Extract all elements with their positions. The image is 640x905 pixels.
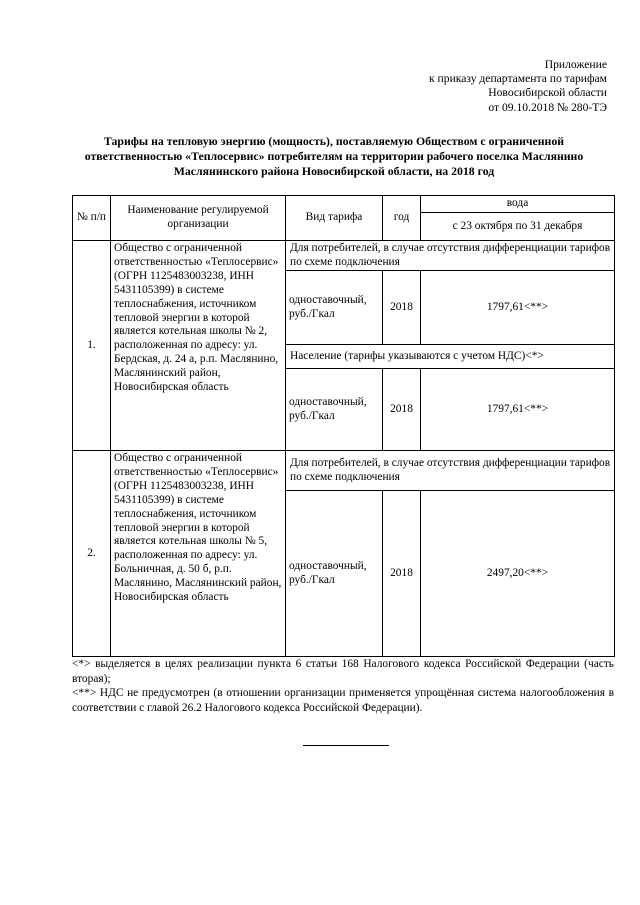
row-1-tariff-1: одноставочный, руб./Гкал: [286, 271, 383, 345]
footnotes: [72, 657, 614, 715]
header-water: вода: [421, 196, 615, 213]
row-1-year-1: 2018: [383, 271, 421, 345]
row-1-year-2: 2018: [383, 369, 421, 451]
row-2-num: 2.: [73, 451, 111, 657]
appendix-line-1: Приложение: [544, 58, 607, 71]
footnote-2: <**> НДС не предусмотрен (в отношении организации применяется упрощённая система налогообложения в соответствии с главой 26.2 Налогового кодекса Российской Федерации).: [72, 687, 614, 714]
row-2-org: Общество с ограниченной ответственностью «Теплосервис» (ОГРН 1125483003238, ИНН 5431105399) в системе теплоснабжения, источником тепловой энергии в которой является котельная школы № 5, расположенная по адресу: ул. Больничная, д. 50 б, р.п. Маслянино, Маслянинский район, Новосибирская область: [111, 451, 286, 657]
row-2-tariff-1: одноставочный, руб./Гкал: [286, 491, 383, 657]
end-divider: [303, 745, 389, 746]
header-year: год: [383, 196, 421, 241]
row-2-year-1: 2018: [383, 491, 421, 657]
appendix-line-4: от 09.10.2018 № 280-ТЭ: [488, 100, 607, 114]
tariff-table: [72, 195, 615, 657]
row-1-value-2: 1797,61<**>: [421, 369, 615, 451]
row-1-value-1: 1797,61<**>: [421, 271, 615, 345]
appendix-header: [307, 58, 607, 115]
header-tariff-type: Вид тарифа: [286, 196, 383, 241]
row-1-num: 1.: [73, 241, 111, 451]
appendix-line-2: к приказу департамента по тарифам: [429, 72, 607, 86]
row-1-category-2: Население (тарифы указываются с учетом НДС)<*>: [286, 345, 615, 369]
row-1-org: Общество с ограниченной ответственностью «Теплосервис» (ОГРН 1125483003238, ИНН 5431105399) в системе теплоснабжения, источником тепловой энергии в которой является котельная школы № 2, расположенная по адресу: ул. Бердская, д. 24 а, р.п. Маслянино, Маслянинский район, Новосибирская область: [111, 241, 286, 451]
appendix-line-3: Новосибирской области: [488, 86, 607, 100]
header-period: с 23 октября по 31 декабря: [421, 213, 615, 241]
row-2-value-1: 2497,20<**>: [421, 491, 615, 657]
header-num: № п/п: [73, 196, 111, 241]
row-2-category-1: Для потребителей, в случае отсутствия дифференциации тарифов по схеме подключения: [286, 451, 615, 491]
document-title: Тарифы на тепловую энергию (мощность), поставляемую Обществом с ограниченной ответственностью «Теплосервис» потребителям на территории рабочего поселка Маслянино Маслянинского района Новосибирской области, на 2018 год: [84, 134, 584, 178]
row-1-tariff-2: одноставочный, руб./Гкал: [286, 369, 383, 451]
header-org: Наименование регулируемой организации: [111, 196, 286, 241]
footnote-1: <*> выделяется в целях реализации пункта 6 статьи 168 Налогового кодекса Российской Федерации (часть вторая);: [72, 658, 614, 685]
row-1-category-1: Для потребителей, в случае отсутствия дифференциации тарифов по схеме подключения: [286, 241, 615, 271]
